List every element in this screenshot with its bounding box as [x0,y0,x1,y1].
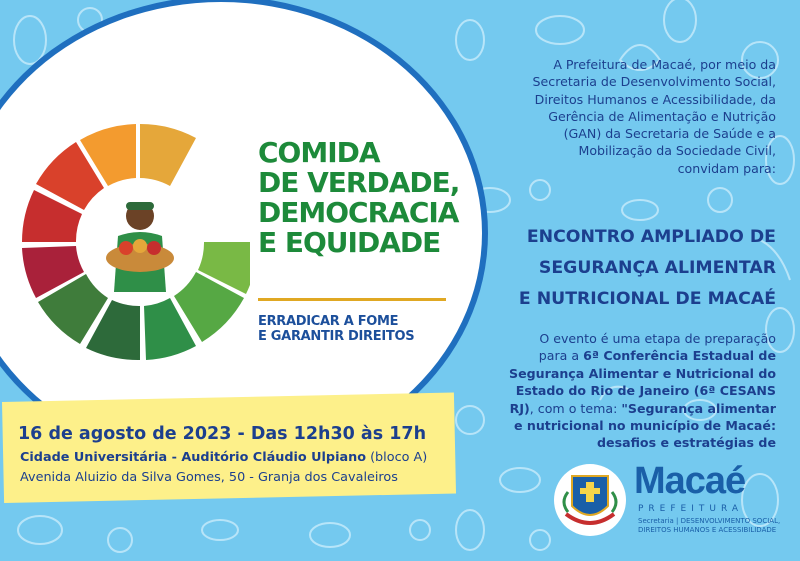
event-title-line: E NUTRICIONAL DE MACAÉ [518,289,776,309]
intro-line: Direitos Humanos e Acessibilidade, da [534,91,776,107]
description-line [466,382,776,399]
description-line: O evento é uma etapa de preparação [539,331,776,346]
event-description [466,330,776,452]
description-line [466,347,776,364]
description-bold-text: Estado do Rio de Janeiro (6ª CESANS [515,383,776,399]
event-date-time: 16 de agosto de 2023 - Das 12h30 às 17h [18,424,427,444]
event-title [462,222,776,315]
description-bold-text: e nutricional no município de Macaé: [513,418,776,434]
intro-line: Gerência de Alimentação e Nutrição [548,108,776,124]
campaign-subtitle [258,314,414,344]
campaign-title-line: COMIDA [258,136,380,169]
venue-name: Cidade Universitária - Auditório Cláudio Ulpiano [20,450,366,465]
event-details-box [2,393,456,503]
intro-line: A Prefeitura de Macaé, por meio da [553,57,776,72]
campaign-title-line: E EQUIDADE [258,226,441,259]
logo-secretariat-line: DIREITOS HUMANOS E ACESSIBILIDADE [638,526,777,534]
logo-subtitle: PREFEITURA [638,504,744,514]
event-title-line: SEGURANÇA ALIMENTAR [538,258,776,278]
campaign-title-line: DE VERDADE, [258,166,460,199]
description-bold-text: desafios e estratégias de [597,435,776,451]
intro-line: Mobilização da Sociedade Civil, [578,143,776,159]
campaign-title [258,136,460,259]
description-bold-text: Segurança Alimentar e Nutricional do [509,365,776,381]
campaign-title-line: DEMOCRACIA [258,196,459,229]
intro-line: convidam para: [677,160,776,176]
logo-secretariat-line: Secretaria | DESENVOLVIMENTO SOCIAL, [638,517,781,525]
description-line [466,400,776,417]
invitation-intro [470,56,776,177]
event-title-line: ENCONTRO AMPLIADO DE [526,227,776,247]
description-bold-text: 6ª Conferência Estadual de [583,348,776,364]
sdg-wheel-illustration [22,112,250,370]
description-bold-text: RJ) [509,400,530,416]
event-venue [20,450,427,465]
title-divider [258,298,446,301]
logo-city-name: Macaé [634,460,746,502]
description-line [466,434,776,451]
venue-room: (bloco A) [366,450,428,465]
intro-line: Secretaria de Desenvolvimento Social, [532,74,776,90]
prefeitura-logo [552,462,782,538]
campaign-subtitle-line: E GARANTIR DIREITOS [258,329,415,344]
description-line [466,365,776,382]
event-address: Avenida Aluizio da Silva Gomes, 50 - Granja dos Cavaleiros [20,470,398,485]
description-text: , com o tema: [529,400,622,416]
intro-line: (GAN) da Secretaria de Saúde e a [563,126,776,142]
description-line [466,417,776,434]
description-text: para a [538,348,584,364]
campaign-subtitle-line: ERRADICAR A FOME [258,314,399,329]
description-bold-text: "Segurança alimentar [621,400,776,416]
city-crest-icon [552,462,630,538]
